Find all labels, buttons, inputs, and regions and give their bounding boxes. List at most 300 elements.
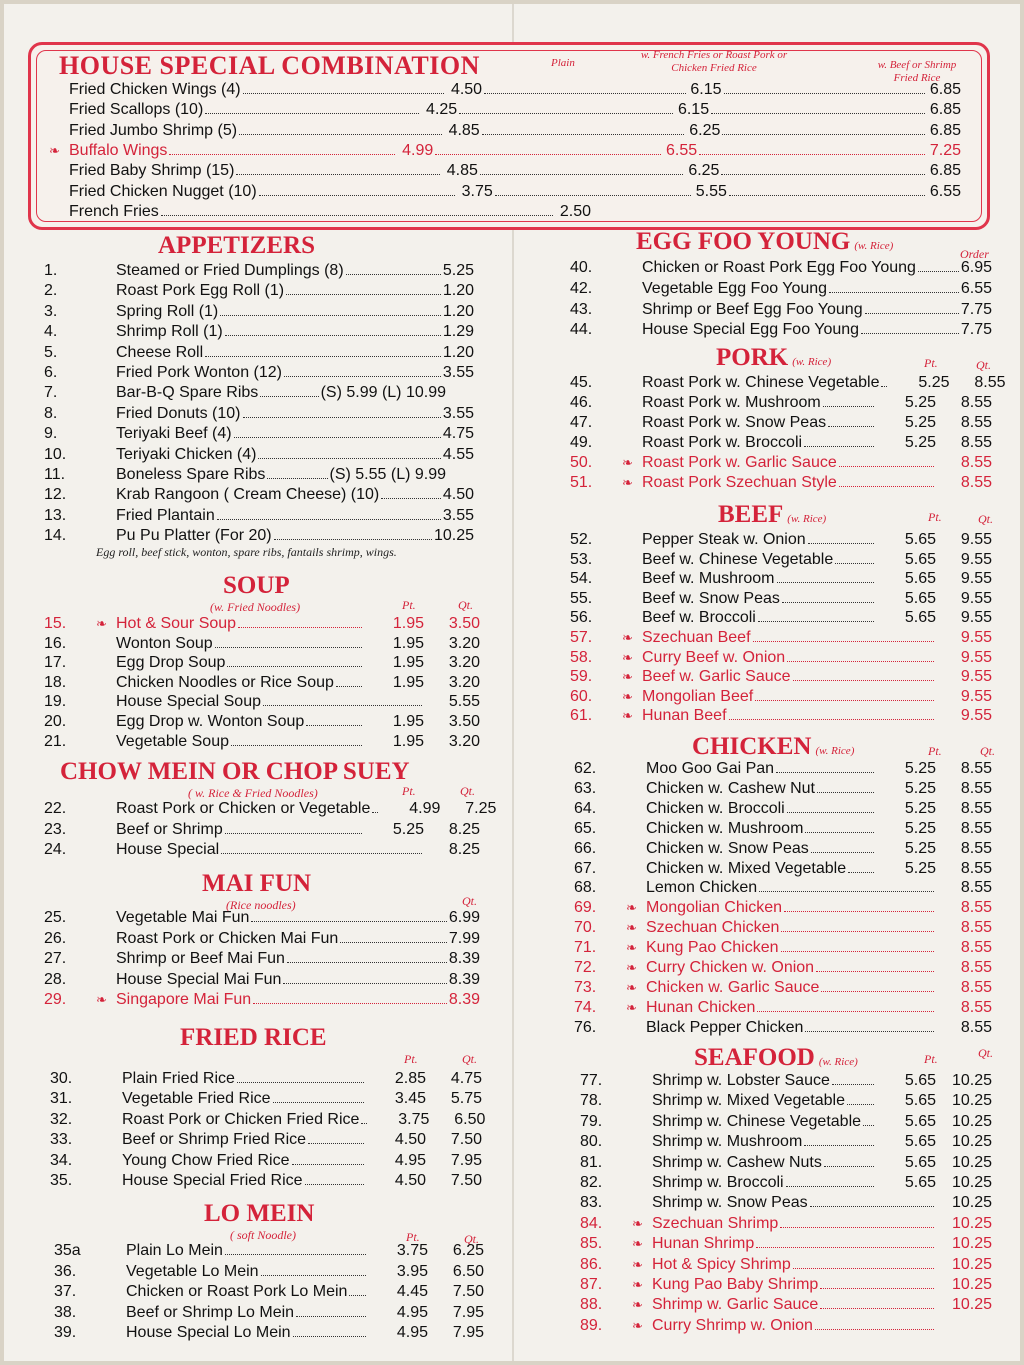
dot-leader xyxy=(781,951,934,952)
item-name: Shrimp w. Mixed Vegetable xyxy=(652,1092,845,1110)
seafood-row xyxy=(580,1072,992,1090)
appetizers-row xyxy=(44,446,474,464)
dot-leader xyxy=(787,812,874,813)
eggfoo-title xyxy=(636,228,893,256)
price-quart: 10.25 xyxy=(951,1092,992,1110)
price-quart: 8.55 xyxy=(960,779,992,797)
quart-header: Qt. xyxy=(980,744,995,758)
pepper-icon: ❧ xyxy=(632,1317,643,1333)
price: 6.99 xyxy=(448,909,480,926)
price-pint: 5.25 xyxy=(904,819,936,837)
dot-leader xyxy=(793,1268,934,1269)
item-name: Roast Pork Szechuan Style xyxy=(642,474,837,491)
price-quart: 4.75 xyxy=(450,1070,482,1087)
pepper-icon: ❧ xyxy=(622,455,633,470)
lomein-title xyxy=(204,1200,314,1228)
appetizers-row xyxy=(44,507,474,525)
item-number: 35. xyxy=(50,1172,73,1189)
price-quart: 10.25 xyxy=(951,1112,992,1130)
chowmein-row xyxy=(44,841,480,859)
price-pint: 5.25 xyxy=(904,859,936,877)
chicken-title xyxy=(692,733,854,761)
section-title-text: PORK xyxy=(716,344,789,371)
item-number: 51. xyxy=(570,474,593,491)
item-number: 83. xyxy=(580,1194,603,1212)
item-name: Hunan Chicken xyxy=(646,998,756,1016)
item-number: 71. xyxy=(574,939,597,957)
item-name: Beef w. Broccoli xyxy=(642,609,756,627)
price: 7.99 xyxy=(448,929,480,947)
dot-leader xyxy=(284,376,441,377)
soup-row xyxy=(44,635,480,653)
item-name: Kung Pao Chicken xyxy=(646,939,779,957)
price-pint: 5.65 xyxy=(904,609,936,627)
price: 8.39 xyxy=(448,970,480,988)
combo-row xyxy=(49,183,961,201)
item-name: Chicken w. Mushroom xyxy=(646,819,804,837)
dot-leader xyxy=(234,437,441,438)
item-number: 80. xyxy=(580,1133,603,1151)
item-number: 69. xyxy=(574,899,597,917)
lomein-row xyxy=(54,1304,484,1322)
item-name: Mongolian Beef xyxy=(642,687,754,705)
dot-leader xyxy=(786,1186,874,1187)
appetizers-row xyxy=(44,425,474,443)
eggfoo-row xyxy=(570,259,992,277)
dot-leader xyxy=(776,772,874,773)
item-number: 27. xyxy=(44,950,67,968)
item-name: Fried Plantain xyxy=(116,506,215,524)
dot-leader xyxy=(258,458,440,459)
price-quart: 8.55 xyxy=(960,474,992,491)
dot-leader xyxy=(340,942,447,943)
item-name: Curry Beef w. Onion xyxy=(642,648,786,666)
beef-row xyxy=(570,668,992,686)
dot-leader xyxy=(824,1166,874,1167)
dot-leader xyxy=(263,705,422,706)
price-quart: 10.25 xyxy=(951,1214,992,1232)
price-beef: 6.55 xyxy=(929,182,962,200)
price-quart: 8.55 xyxy=(960,760,992,777)
price: 7.75 xyxy=(960,300,992,318)
combo-head-fries: w. French Fries or Roast Pork or Chicken Fried Rice xyxy=(640,49,788,74)
dot-leader xyxy=(828,426,874,427)
item-name: Fried Baby Shrimp (15) xyxy=(69,162,235,180)
section-title-text: EGG FOO YOUNG xyxy=(636,228,851,255)
item-name: Beef w. Chinese Vegetable xyxy=(642,550,834,568)
dot-leader xyxy=(821,991,934,992)
price-quart: 3.20 xyxy=(448,634,480,652)
dot-leader xyxy=(835,563,874,564)
dot-leader xyxy=(777,582,875,583)
item-number: 47. xyxy=(570,414,593,431)
price-quart: 10.25 xyxy=(951,1072,992,1089)
item-name: Wonton Soup xyxy=(116,634,213,652)
price-plain: 4.85 xyxy=(448,121,480,139)
dot-leader xyxy=(274,539,432,540)
price-quart: 10.25 xyxy=(951,1255,992,1273)
item-name: Fried Chicken Nugget (10) xyxy=(69,182,257,200)
dot-leader xyxy=(161,215,553,216)
item-name: Shrimp Roll (1) xyxy=(116,323,223,341)
item-name: Mongolian Chicken xyxy=(646,899,783,917)
item-name: Szechuan Chicken xyxy=(646,919,780,937)
item-name: Kung Pao Baby Shrimp xyxy=(652,1276,819,1293)
item-number: 34. xyxy=(50,1151,73,1169)
maifun-row xyxy=(44,909,480,927)
item-name: Shrimp w. Chinese Vegetable xyxy=(652,1112,862,1130)
dot-leader xyxy=(459,113,673,114)
item-name: Chicken or Roast Pork Lo Mein xyxy=(126,1283,348,1301)
section-subtitle: (w. Rice) xyxy=(815,745,855,757)
dot-leader xyxy=(865,313,959,314)
price-quart: 8.55 xyxy=(974,374,1006,391)
pint-header: Pt. xyxy=(924,356,938,370)
dot-leader xyxy=(861,333,959,334)
menu-sheet xyxy=(4,4,1020,1361)
dot-leader xyxy=(495,195,691,196)
item-number: 61. xyxy=(570,707,593,725)
price-quart: 8.25 xyxy=(448,820,480,838)
price-quart: 8.55 xyxy=(960,978,992,996)
soup-title xyxy=(223,572,290,600)
chowmein-subtitle: ( w. Rice & Fried Noodles) xyxy=(188,786,318,800)
price-pint: 5.25 xyxy=(904,414,936,431)
pepper-icon: ❧ xyxy=(96,616,107,631)
price: 1.20 xyxy=(442,282,474,300)
price-pint: 4.95 xyxy=(394,1151,426,1169)
pepper-icon: ❧ xyxy=(632,1256,643,1272)
item-name: Shrimp w. Broccoli xyxy=(652,1174,784,1191)
price-pint: 1.95 xyxy=(392,654,424,672)
item-name: Vegetable Lo Mein xyxy=(126,1262,259,1280)
pepper-icon: ❧ xyxy=(622,475,633,490)
dot-leader xyxy=(215,647,362,648)
dot-leader xyxy=(787,661,934,662)
dot-leader xyxy=(839,486,934,487)
price-quart: 8.55 xyxy=(960,454,992,471)
item-number: 66. xyxy=(574,839,597,857)
item-name: Curry Shrimp w. Onion xyxy=(652,1316,813,1334)
lomein-row xyxy=(54,1242,484,1260)
item-name: Fried Scallops (10) xyxy=(69,101,204,119)
item-number: 42. xyxy=(570,279,593,297)
item-name: Teriyaki Beef (4) xyxy=(116,425,232,443)
price-quart: 9.55 xyxy=(960,648,992,666)
item-number: 5. xyxy=(44,343,58,361)
soup-subtitle: (w. Fried Noodles) xyxy=(210,600,301,614)
item-number: 21. xyxy=(44,732,67,750)
dot-leader xyxy=(372,812,378,813)
price-pint: 4.45 xyxy=(396,1283,428,1301)
price-plain: 3.75 xyxy=(461,182,493,200)
dot-leader xyxy=(253,1003,447,1004)
dot-leader xyxy=(782,602,874,603)
price-quart: 9.55 xyxy=(960,707,992,725)
price-quart: 10.25 xyxy=(951,1174,992,1191)
appetizers-row xyxy=(44,466,474,484)
price-quart: 9.55 xyxy=(960,531,992,548)
section-subtitle: (w. Rice) xyxy=(792,356,832,368)
price-pint: 5.65 xyxy=(904,1133,936,1151)
pepper-icon: ❧ xyxy=(96,992,107,1008)
dot-leader xyxy=(848,872,874,873)
price-quart: 8.55 xyxy=(960,1018,992,1036)
pint-header: Pt. xyxy=(928,510,942,524)
price-quart: 8.55 xyxy=(960,919,992,937)
price-quart: 8.25 xyxy=(448,841,480,859)
quart-header: Qt. xyxy=(462,1052,477,1066)
pint-header: Pt. xyxy=(402,598,416,612)
dot-leader xyxy=(361,1123,367,1124)
appetizers-row xyxy=(44,384,474,402)
price-beef: 6.85 xyxy=(929,121,962,139)
item-number: 63. xyxy=(574,779,597,797)
item-number: 62. xyxy=(574,760,597,777)
item-name: Shrimp w. Lobster Sauce xyxy=(652,1072,830,1089)
price-pint: 3.75 xyxy=(398,1110,430,1128)
item-name: House Special Lo Mein xyxy=(126,1324,291,1342)
combo-row xyxy=(49,203,961,221)
item-name: Vegetable Fried Rice xyxy=(122,1090,271,1108)
order-header: Order xyxy=(960,247,989,261)
maifun-row xyxy=(44,971,480,989)
seafood-row xyxy=(580,1215,992,1233)
price-pint: 5.65 xyxy=(904,1174,936,1191)
price: 6.55 xyxy=(960,279,992,297)
price-sizes: (S) 5.99 (L) 10.99 xyxy=(320,384,446,402)
item-name: Bar-B-Q Spare Ribs xyxy=(116,384,259,402)
pork-row xyxy=(570,454,992,472)
price: 8.39 xyxy=(448,950,480,968)
soup-row xyxy=(44,713,480,731)
dot-leader xyxy=(482,134,685,135)
dot-leader xyxy=(815,1329,934,1330)
quart-header: Qt. xyxy=(462,894,477,908)
chicken-row xyxy=(574,999,992,1017)
price-pint: 4.95 xyxy=(396,1303,428,1321)
item-number: 23. xyxy=(44,820,67,838)
item-number: 10. xyxy=(44,445,67,463)
dot-leader xyxy=(480,174,684,175)
maifun-row xyxy=(44,930,480,948)
dot-leader xyxy=(283,983,446,984)
dot-leader xyxy=(243,417,441,418)
dot-leader xyxy=(805,832,874,833)
item-number: 17. xyxy=(44,654,67,672)
soup-row xyxy=(44,693,480,711)
item-number: 77. xyxy=(580,1072,603,1089)
friedrice-row xyxy=(50,1152,482,1170)
price-quart: 9.55 xyxy=(960,668,992,686)
item-name: Roast Pork w. Mushroom xyxy=(642,394,821,411)
item-name: Szechuan Beef xyxy=(642,629,751,646)
item-number: 64. xyxy=(574,799,597,817)
dot-leader xyxy=(221,853,422,854)
price: 1.20 xyxy=(442,343,474,361)
item-name: Fried Chicken Wings (4) xyxy=(69,81,241,98)
item-name: Hot & Sour Soup xyxy=(116,615,237,632)
dot-leader xyxy=(729,195,925,196)
chicken-row xyxy=(574,959,992,977)
eggfoo-row xyxy=(570,280,992,298)
item-number: 30. xyxy=(50,1070,73,1087)
dot-leader xyxy=(781,931,934,932)
item-name: Shrimp or Beef Egg Foo Young xyxy=(642,300,863,318)
item-number: 54. xyxy=(570,570,593,588)
appetizers-row xyxy=(44,262,474,280)
dot-leader xyxy=(243,93,444,94)
item-name: Egg Drop w. Wonton Soup xyxy=(116,713,305,730)
price-pint: 5.25 xyxy=(904,760,936,777)
item-number: 68. xyxy=(574,879,597,897)
chicken-row xyxy=(574,780,992,798)
item-name: Curry Chicken w. Onion xyxy=(646,959,815,976)
pepper-icon: ❧ xyxy=(626,979,637,995)
chicken-row xyxy=(574,820,992,838)
dot-leader xyxy=(484,93,685,94)
item-number: 24. xyxy=(44,841,67,859)
quart-header: Qt. xyxy=(458,598,473,612)
dot-leader xyxy=(236,174,440,175)
item-name: Chicken Noodles or Rice Soup xyxy=(116,673,334,691)
item-number: 40. xyxy=(570,259,593,276)
item-number: 39. xyxy=(54,1324,77,1342)
item-name: Shrimp w. Snow Peas xyxy=(652,1194,808,1212)
item-number: 25. xyxy=(44,909,67,926)
item-number: 67. xyxy=(574,859,597,877)
chicken-row xyxy=(574,1019,992,1037)
appetizers-row xyxy=(44,344,474,362)
item-name: Chicken w. Cashew Nut xyxy=(646,779,815,797)
item-name: Egg Drop Soup xyxy=(116,654,226,672)
price-pint: 5.65 xyxy=(904,1153,936,1171)
item-number: 78. xyxy=(580,1092,603,1110)
price-quart: 8.55 xyxy=(960,799,992,817)
dot-leader xyxy=(839,466,934,467)
item-number: 73. xyxy=(574,978,597,996)
seafood-row xyxy=(580,1235,992,1253)
chowmein-title xyxy=(60,758,410,786)
dot-leader xyxy=(784,911,934,912)
price-pint: 5.65 xyxy=(904,589,936,607)
price-pint: 4.99 xyxy=(409,800,441,817)
item-number: 4. xyxy=(44,323,58,341)
price-quart: 8.55 xyxy=(960,899,992,917)
dot-leader xyxy=(721,174,925,175)
pepper-icon: ❧ xyxy=(632,1297,643,1313)
chicken-row xyxy=(574,919,992,937)
friedrice-row xyxy=(50,1090,482,1108)
item-number: 81. xyxy=(580,1153,603,1171)
beef-row xyxy=(570,570,992,588)
item-name: Beef w. Snow Peas xyxy=(642,589,780,607)
price-quart: 5.75 xyxy=(450,1090,482,1108)
quart-header: Qt. xyxy=(976,358,991,372)
item-name: Roast Pork or Chicken or Vegetable xyxy=(116,800,371,817)
lomein-subtitle: ( soft Noodle) xyxy=(230,1228,296,1242)
dot-leader xyxy=(820,1308,934,1309)
price-quart: 7.95 xyxy=(450,1151,482,1169)
item-name: Fried Donuts (10) xyxy=(116,404,241,422)
item-number: 14. xyxy=(44,527,67,545)
pepper-icon: ❧ xyxy=(626,999,637,1015)
item-number: 86. xyxy=(580,1255,603,1273)
quart-header: Qt. xyxy=(464,1232,479,1246)
price-quart: 10.25 xyxy=(951,1194,992,1212)
item-number: 44. xyxy=(570,321,593,339)
item-number: 74. xyxy=(574,998,597,1016)
price-plain: 2.50 xyxy=(559,202,591,220)
section-subtitle: (w. Rice) xyxy=(854,240,894,252)
beef-row xyxy=(570,551,992,569)
eggfoo-row xyxy=(570,321,992,339)
price-quart: 3.20 xyxy=(448,673,480,691)
pepper-icon: ❧ xyxy=(626,920,637,936)
price-quart: 8.55 xyxy=(960,434,992,451)
dot-leader xyxy=(259,195,455,196)
section-subtitle: (w. Rice) xyxy=(787,513,827,525)
item-name: Beef or Shrimp Lo Mein xyxy=(126,1303,295,1321)
dot-leader xyxy=(863,1125,874,1126)
item-number: 50. xyxy=(570,454,593,471)
item-name: Shrimp w. Cashew Nuts xyxy=(652,1153,822,1171)
item-number: 22. xyxy=(44,800,67,817)
item-number: 82. xyxy=(580,1174,603,1191)
combo-head-beef: w. Beef or Shrimp Fried Rice xyxy=(877,59,957,84)
price-quart: 3.20 xyxy=(448,654,480,672)
friedrice-title xyxy=(180,1024,327,1052)
item-name: Roast Pork or Chicken Mai Fun xyxy=(116,929,339,947)
quart-header: Qt. xyxy=(978,512,993,526)
price-fries: 6.25 xyxy=(689,121,721,139)
combo-box xyxy=(28,42,990,230)
pepper-icon: ❧ xyxy=(622,708,633,724)
dot-leader xyxy=(804,1145,874,1146)
dot-leader xyxy=(237,1082,364,1083)
pepper-icon: ❧ xyxy=(632,1277,643,1292)
dot-leader xyxy=(722,134,925,135)
price-quart: 8.55 xyxy=(960,998,992,1016)
section-title-text: CHICKEN xyxy=(692,733,812,760)
soup-row xyxy=(44,733,480,751)
friedrice-row xyxy=(50,1070,482,1088)
appetizers-row xyxy=(44,405,474,423)
item-number: 26. xyxy=(44,929,67,947)
price-fries: 6.25 xyxy=(688,162,720,180)
price-pint: 2.85 xyxy=(394,1070,426,1087)
dot-leader xyxy=(346,274,441,275)
item-name: Lemon Chicken xyxy=(646,879,758,897)
dot-leader xyxy=(220,315,441,316)
item-number: 15. xyxy=(44,615,67,632)
item-name: Shrimp w. Mushroom xyxy=(652,1133,803,1151)
dot-leader xyxy=(349,1295,366,1296)
item-number: 2. xyxy=(44,282,58,300)
price-pint: 5.65 xyxy=(904,1092,936,1110)
price: 3.55 xyxy=(442,404,474,422)
dot-leader xyxy=(711,113,925,114)
seafood-row xyxy=(580,1276,992,1294)
section-title-text: MAI FUN xyxy=(202,870,312,897)
quart-header: Qt. xyxy=(978,1046,993,1060)
item-name: Plain Lo Mein xyxy=(126,1242,223,1259)
item-number: 76. xyxy=(574,1018,597,1036)
dot-leader xyxy=(829,292,959,293)
price-pint: 3.75 xyxy=(396,1242,428,1259)
price-quart: 10.25 xyxy=(951,1133,992,1151)
chicken-row xyxy=(574,760,992,778)
